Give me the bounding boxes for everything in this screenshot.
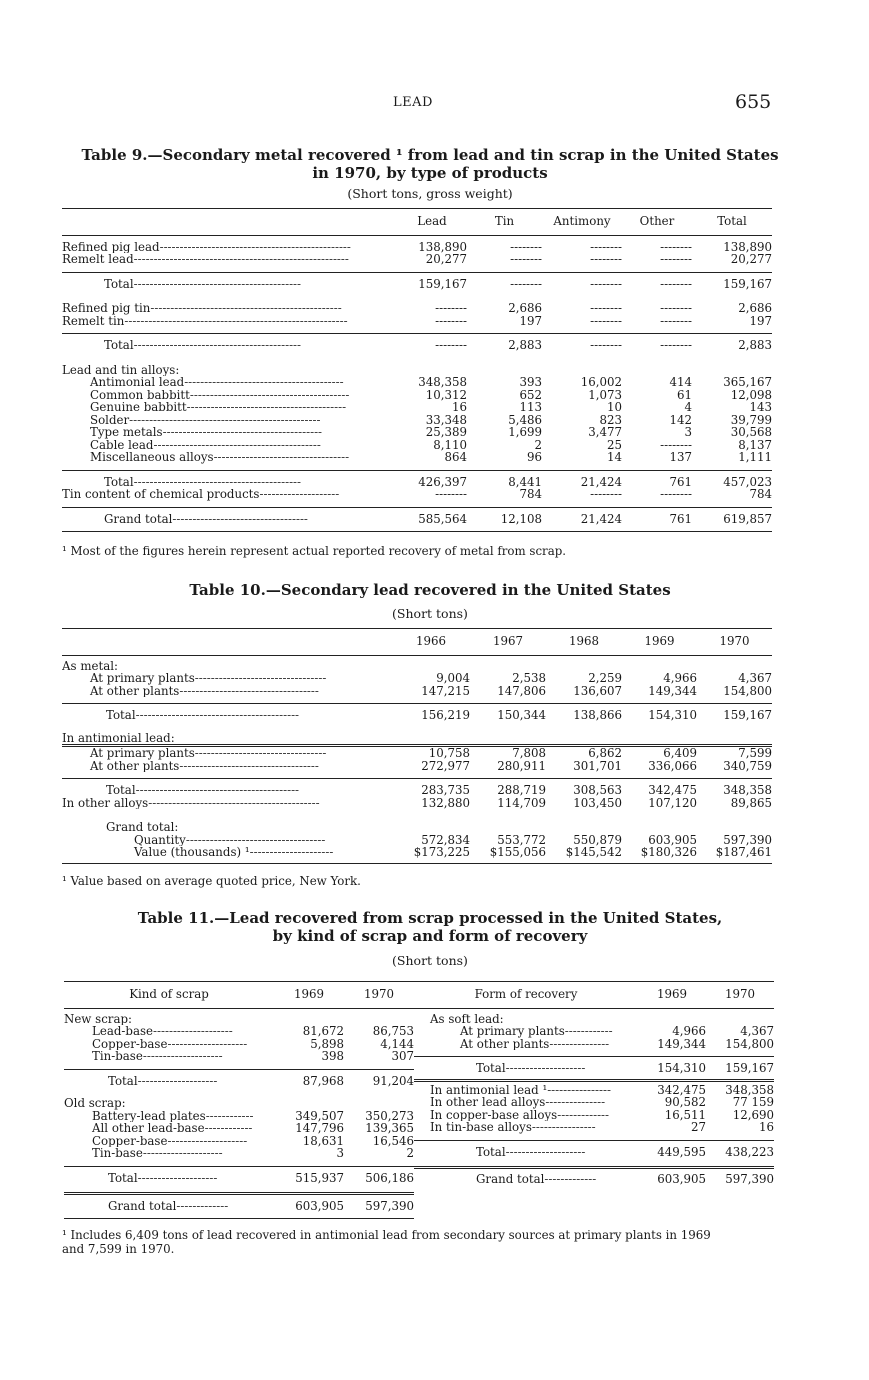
table-row: New scrap:	[64, 1012, 133, 1025]
table-row: Common babbitt---------------------------------------- 10,312 652 1,073 61 12,098	[90, 387, 772, 402]
table11-title-line2: by kind of scrap and form of recovery	[272, 927, 588, 945]
running-title: LEAD	[393, 95, 433, 110]
table-row: Total------------------------------------------ 159,167 -------- -------- -------- 159,167	[62, 272, 772, 290]
t9-col-total: Total	[692, 209, 772, 236]
table-row: Remelt tin-------------------------------------------------------- -------- 197 -------- -------- 197	[62, 313, 772, 328]
table-row: Quantity----------------------------------- 572,834 553,772 550,879 603,905 597,390	[134, 832, 772, 847]
t11-col-1969-right: 1969	[638, 982, 706, 1009]
table-row: At primary plants------------ 4,966 4,367	[460, 1024, 774, 1038]
table-row: Refined pig tin------------------------------------------------ -------- 2,686 -------- -------- 2,686	[62, 301, 772, 315]
table-row: Remelt lead------------------------------------------------------ 20,277 -------- -------- -------- 20,277	[62, 252, 772, 266]
table-row: At primary plants--------------------------------- 10,758 7,808 6,862 6,409 7,599	[62, 746, 772, 760]
table9-title	[60, 146, 800, 182]
t10-col-1967: 1967	[470, 629, 546, 656]
table-row: Tin content of chemical products-------------------- -------- 784 -------- -------- 784	[62, 487, 772, 501]
table-row: At other plants--------------- 149,344 154,800	[460, 1036, 774, 1051]
t11-col-1969-left: 1969	[274, 982, 344, 1009]
table-row: Total------------------------------------------ -------- 2,883 -------- -------- 2,883	[62, 334, 772, 352]
table-row: Grand total------------- 603,905 597,390	[64, 1194, 414, 1219]
table-row: Total-------------------- 87,968 91,204	[64, 1069, 414, 1087]
table11-footnote	[62, 1228, 782, 1256]
table9-title-line2: in 1970, by type of products	[312, 164, 548, 182]
table10-title: Table 10.—Secondary lead recovered in the United States	[189, 581, 671, 599]
table11-title-line1: Table 11.—Lead recovered from scrap processed in the United States,	[137, 909, 723, 927]
table11-subtitle: (Short tons)	[392, 953, 468, 968]
table-row: In other lead alloys--------------- 90,582 77 159	[430, 1095, 774, 1109]
table10-footnote: ¹ Value based on average quoted price, New York.	[62, 874, 361, 888]
t11-col-1970-right: 1970	[706, 982, 774, 1009]
t9-col-lead: Lead	[397, 209, 467, 236]
t9-col-tin: Tin	[467, 209, 542, 236]
table-row: Antimonial lead---------------------------------------- 348,358 393 16,002 414 365,167	[90, 375, 772, 389]
table-row: Lead-base-------------------- 81,672 86,753	[92, 1024, 414, 1038]
table-row: In antimonial lead:	[62, 731, 175, 745]
t10-col-1968: 1968	[546, 629, 622, 656]
table-row: At primary plants--------------------------------- 9,004 2,538 2,259 4,966 4,367	[90, 671, 772, 685]
table9	[62, 208, 772, 532]
t10-col-1970: 1970	[697, 629, 772, 656]
table-row: At other plants----------------------------------- 272,977 280,911 301,701 336,066 340,759	[90, 758, 772, 773]
table-row: In antimonial lead ¹---------------- 342,475 348,358	[414, 1080, 774, 1096]
table-row: Total-------------------- 449,595 438,223	[414, 1140, 774, 1158]
t11-col-1970-left: 1970	[344, 982, 414, 1009]
table-row: Type metals---------------------------------------- 25,389 1,699 3,477 3 30,568	[90, 425, 772, 439]
table9-title-line1: Table 9.—Secondary metal recovered ¹ from lead and tin scrap in the United States	[81, 146, 779, 164]
table-row: All other lead-base------------ 147,796 139,365	[92, 1121, 414, 1135]
table9-subtitle: (Short tons, gross weight)	[347, 186, 513, 201]
table-row: Battery-lead plates------------ 349,507 350,273	[92, 1108, 414, 1123]
table11-left	[64, 981, 414, 1219]
table-row: Grand total---------------------------------- 585,564 12,108 21,424 761 619,857	[62, 507, 772, 532]
table-row: Value (thousands) ¹--------------------- $173,225 $155,056 $145,542 $180,326 $187,461	[62, 846, 772, 863]
table-row: Copper-base-------------------- 5,898 4,144	[92, 1036, 414, 1051]
table-row: In tin-base alloys---------------- 27 16	[430, 1120, 774, 1134]
table-row: Copper-base-------------------- 18,631 16,546	[92, 1133, 414, 1148]
table10	[62, 628, 772, 864]
table-row: Tin-base-------------------- 398 307	[92, 1049, 414, 1063]
table-row: Total----------------------------------------- 283,735 288,719 308,563 342,475 348,358	[62, 779, 772, 797]
table-row: In other alloys------------------------------------------- 132,880 114,709 103,450 107,120 89,865	[62, 795, 772, 810]
table-row: Solder------------------------------------------------ 33,348 5,486 823 142 39,799	[90, 412, 772, 427]
table-row: Total-------------------- 154,310 159,167	[414, 1057, 774, 1075]
table-row: As soft lead:	[430, 1012, 504, 1025]
t9-col-other: Other	[622, 209, 692, 236]
table11-footnote-line1: ¹ Includes 6,409 tons of lead recovered in antimonial lead from secondary sources at primary plants in 1969	[62, 1228, 711, 1242]
t10-col-1969: 1969	[622, 629, 697, 656]
table-row: As metal:	[62, 659, 119, 672]
table-row: In copper-base alloys------------- 16,511 12,690	[430, 1107, 774, 1122]
page-number: 655	[735, 91, 772, 113]
table-row: Genuine babbitt---------------------------------------- 16 113 10 4 143	[90, 400, 772, 414]
t11-col-form-of-recovery: Form of recovery	[414, 982, 638, 1009]
table10-subtitle: (Short tons)	[392, 606, 468, 621]
t11-col-kind-of-scrap: Kind of scrap	[64, 982, 274, 1009]
table-row: Grand total------------- 603,905 597,390	[414, 1168, 774, 1186]
table-row: Grand total:	[106, 821, 179, 834]
table9-footnote: ¹ Most of the figures herein represent actual reported recovery of metal from scrap.	[62, 544, 567, 558]
table-row: Old scrap:	[64, 1097, 126, 1110]
table-row: Total----------------------------------------- 156,219 150,344 138,866 154,310 159,167	[62, 704, 772, 722]
table-row: Cable lead------------------------------------------ 8,110 2 25 -------- 8,137	[90, 437, 772, 452]
table-row: Tin-base-------------------- 3 2	[92, 1146, 414, 1160]
t9-col-antimony: Antimony	[542, 209, 622, 236]
table-row: Lead and tin alloys:	[62, 363, 180, 376]
t10-col-1966: 1966	[392, 629, 470, 656]
table-row: At other plants----------------------------------- 147,215 147,806 136,607 149,344 154,800	[90, 683, 772, 698]
table11-right	[414, 981, 774, 1186]
table11-title	[60, 909, 800, 945]
table-row: Total-------------------- 515,937 506,186	[64, 1166, 414, 1184]
table-row: Total------------------------------------------ 426,397 8,441 21,424 761 457,023	[62, 470, 772, 488]
table-row: Refined pig lead------------------------------------------------ 138,890 -------- -------- -------- 138,890	[62, 239, 772, 254]
table-row: Miscellaneous alloys---------------------------------- 864 96 14 137 1,111	[90, 450, 772, 464]
table11-footnote-line2: and 7,599 in 1970.	[62, 1242, 175, 1256]
